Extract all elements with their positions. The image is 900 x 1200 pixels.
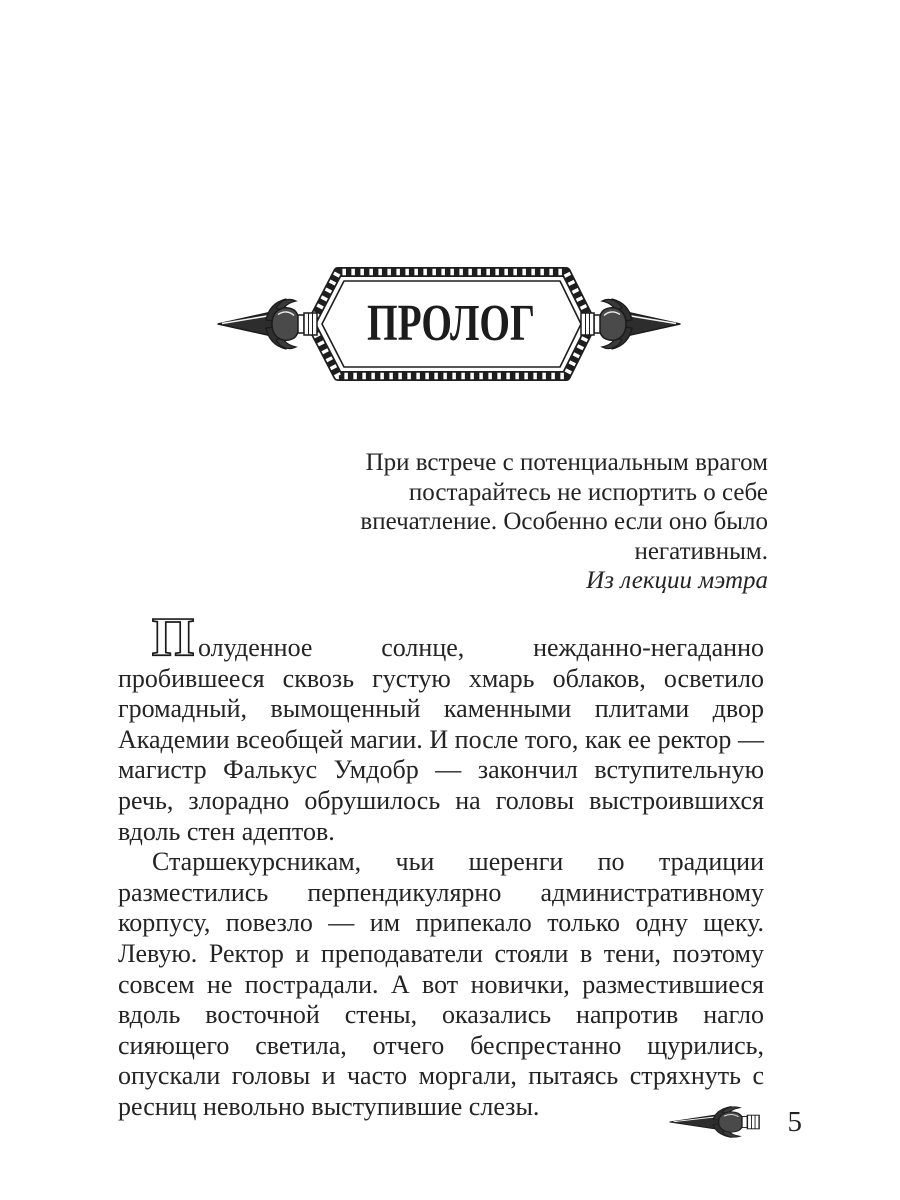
chapter-title: ПРОЛОГ	[367, 295, 535, 352]
footer-spear-ornament-icon	[668, 1105, 764, 1139]
drop-cap-initial	[152, 612, 194, 662]
paragraph-1-text: олуденное солнце, нежданно-негаданно пробившееся сквозь густую хмарь облаков, осветило громадный, вымощенный каменными плитами двор Академии всеобщей магии. И после того, как ее ректор — магистр Фалькус Умдобр — закончил вступительную речь, злорадно обрушилось на головы выстроившихся вдоль стен адептов.	[118, 633, 764, 846]
chapter-body	[118, 612, 764, 1123]
epigraph-line: впечатление. Особенно если оно было	[360, 508, 768, 536]
epigraph-line: негативным.	[634, 537, 768, 565]
epigraph-line: постарайтесь не испортить о себе	[408, 478, 768, 506]
spear-finial-right-icon	[581, 299, 680, 349]
paragraph-2-text: Старшекурсникам, чьи шеренги по традиции разместились перпендикулярно административному корпусу, повезло — им припекало только одну щеку. Левую. Ректор и преподаватели стояли в тени, поэтому совсем не пострадали. А вот новички, разместившиеся вдоль восточной стены, оказались напротив нагло сияющего светила, отчего беспрестанно щурились, опускали головы и часто моргали, пытаясь стряхнуть с ресниц невольно выступившие слезы.	[118, 847, 764, 1121]
chapter-ornament-svg	[216, 258, 682, 392]
chapter-heading-ornament	[216, 258, 682, 392]
paragraph-2	[118, 847, 764, 1122]
page-footer	[668, 1104, 803, 1140]
page-number: 5	[787, 1106, 802, 1138]
epigraph	[248, 448, 768, 596]
spear-finial-left-icon	[218, 299, 317, 349]
epigraph-attribution: Из лекции мэтра	[586, 567, 768, 595]
paragraph-1	[118, 612, 764, 847]
epigraph-line: При встрече с потенциальным врагом	[365, 449, 768, 476]
svg-text:П: П	[152, 612, 194, 662]
